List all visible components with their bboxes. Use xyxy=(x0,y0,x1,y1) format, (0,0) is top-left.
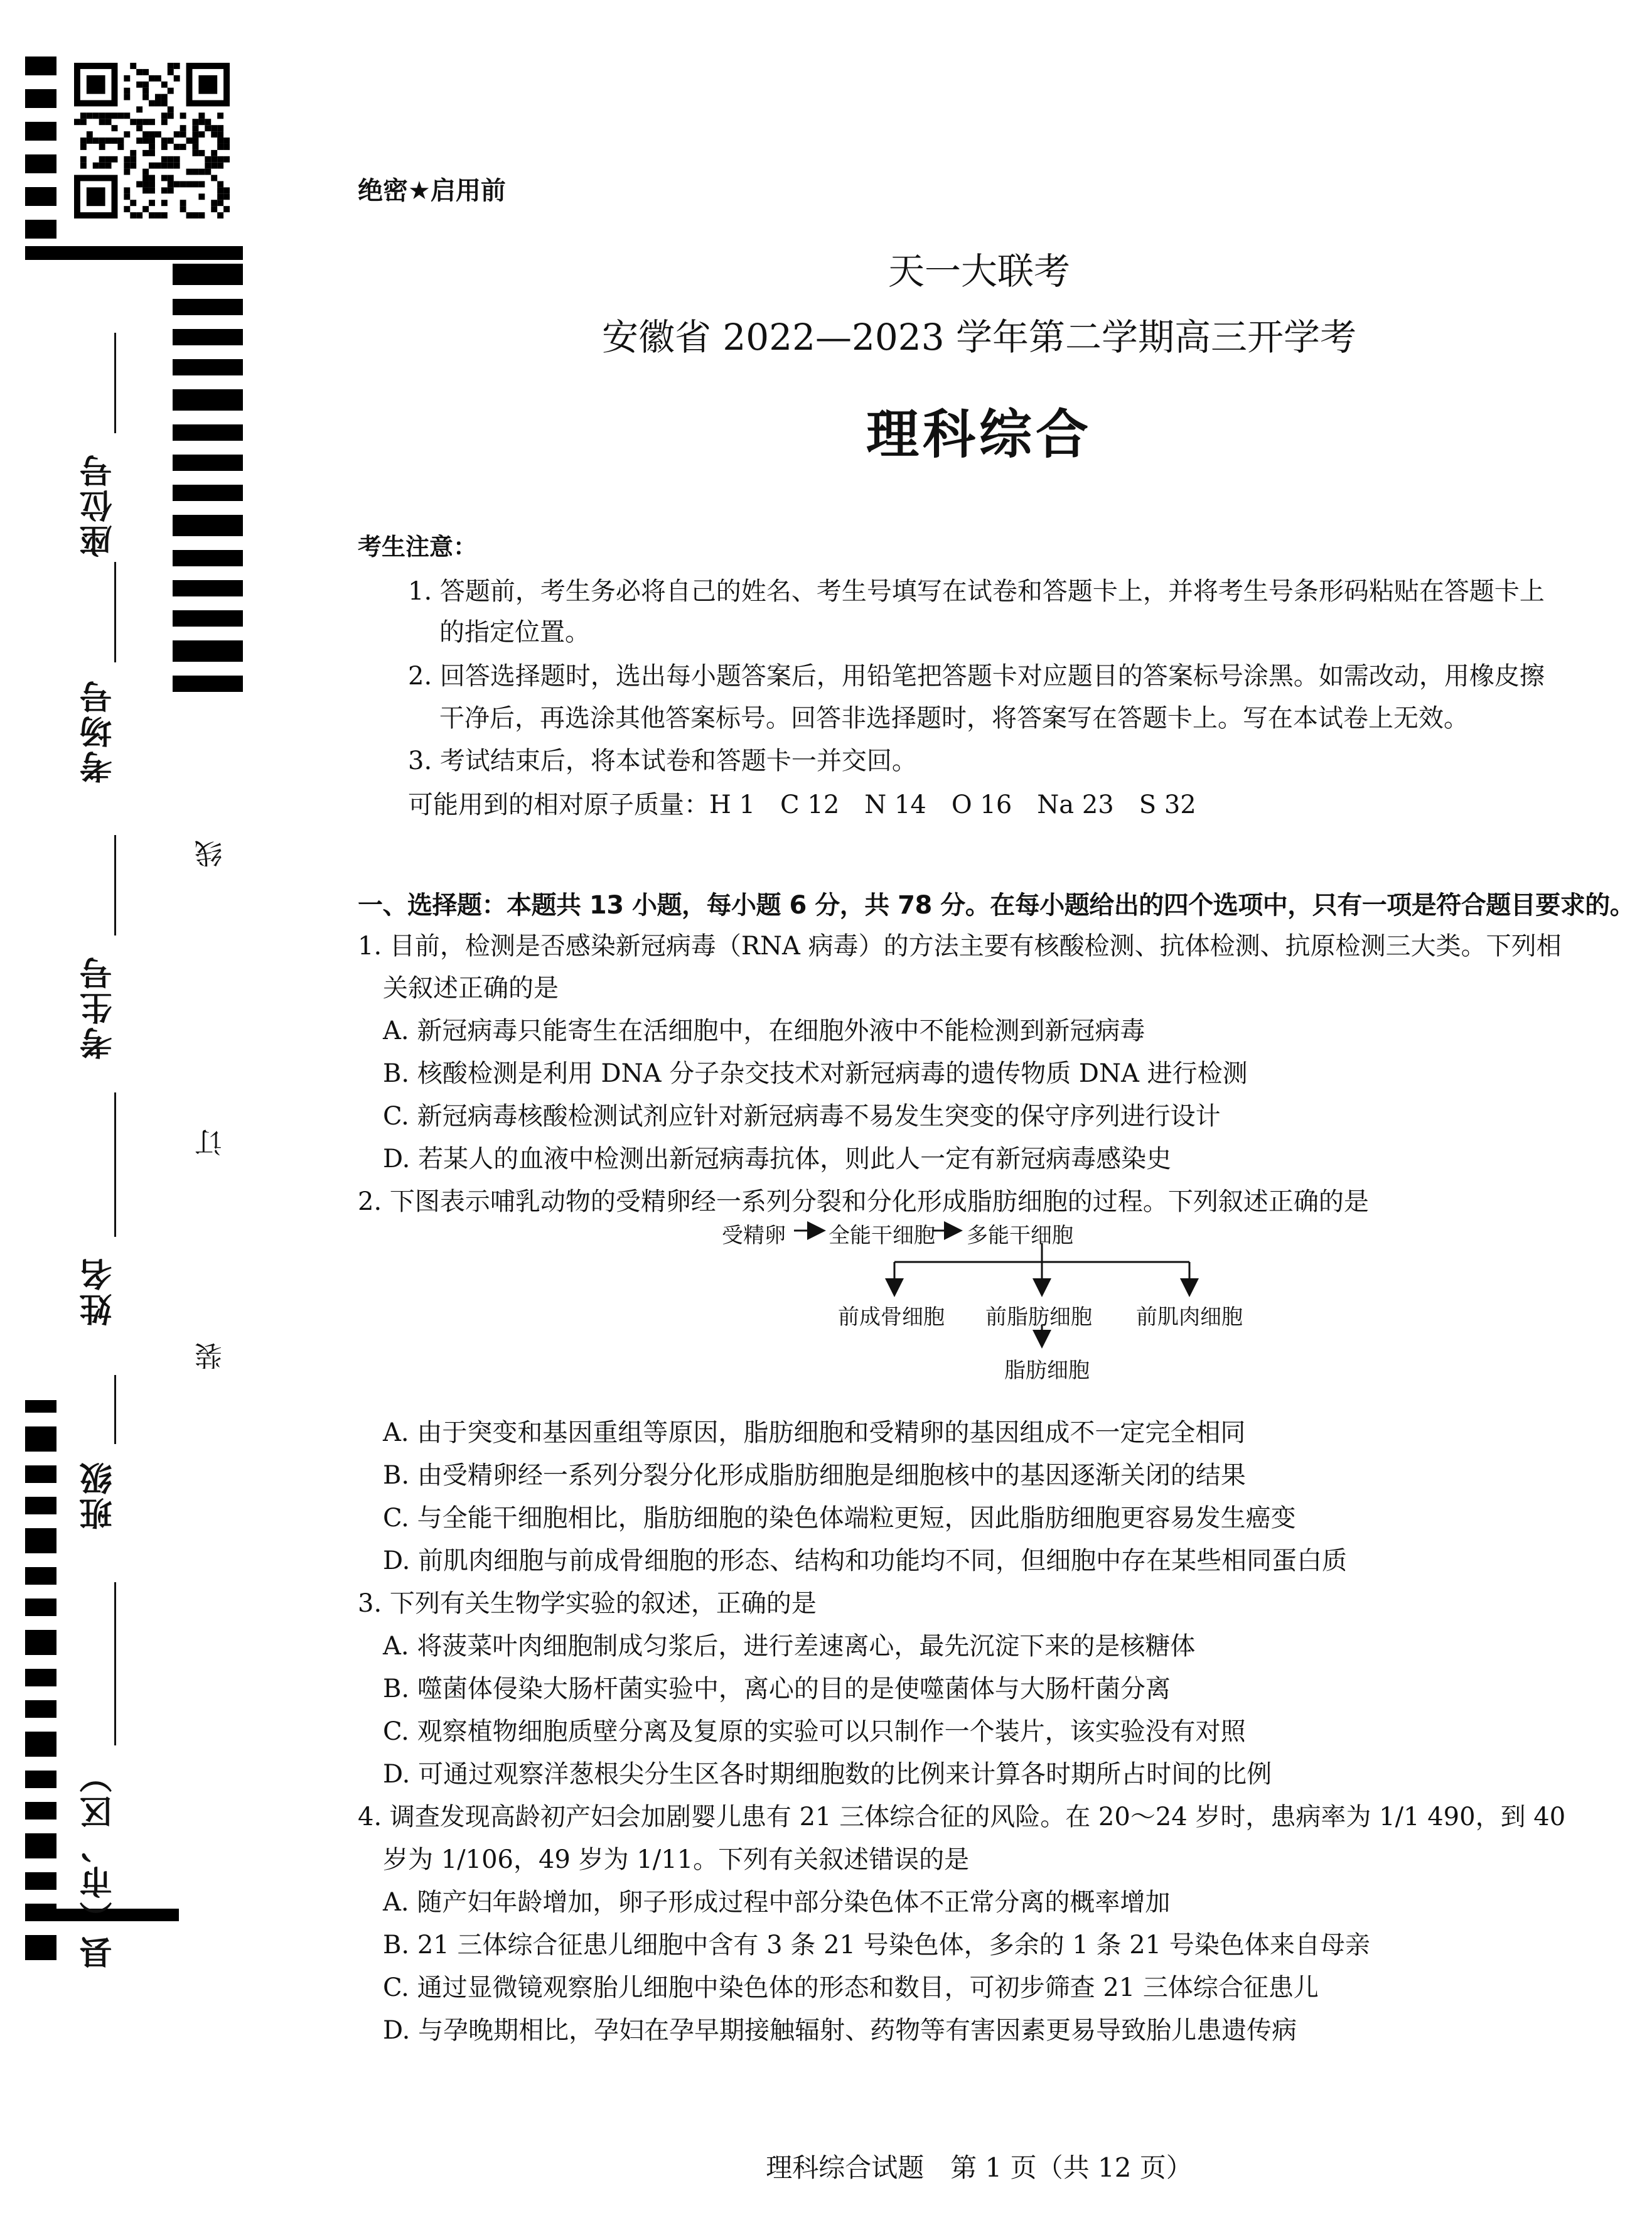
barcode-stripe xyxy=(25,1630,56,1655)
barcode-stripe xyxy=(25,1771,56,1788)
subject-title: 理科综合 xyxy=(866,404,1092,465)
option-b: B. 核酸检测是利用 DNA 分子杂交技术对新冠病毒的遗传物质 DNA 进行检测 xyxy=(383,1059,1248,1088)
node-pre-fat: 前脂肪细胞 xyxy=(985,1305,1092,1330)
barcode-stripe xyxy=(173,424,243,441)
cell-differentiation-diagram xyxy=(722,1180,1287,1388)
option-c: C. 观察植物细胞质壁分离及复原的实验可以只制作一个装片，该实验没有对照 xyxy=(383,1717,1246,1746)
node-pre-muscle: 前肌肉细胞 xyxy=(1136,1305,1243,1330)
barcode-stripe xyxy=(25,1669,56,1686)
barcode-stripe xyxy=(173,580,243,596)
node-multipotent: 多能干细胞 xyxy=(967,1223,1073,1248)
barcode-stripe xyxy=(173,299,243,315)
node-pre-bone: 前成骨细胞 xyxy=(838,1305,945,1330)
barcode-stripe xyxy=(25,1400,56,1413)
option-c: C. 新冠病毒核酸检测试剂应针对新冠病毒不易发生突变的保守序列进行设计 xyxy=(383,1102,1221,1131)
notice-line: 1. 答题前，考生务必将自己的姓名、考生号填写在试卷和答题卡上，并将考生号条形码粘贴在答题卡上 xyxy=(408,577,1545,606)
class-label: 班级 xyxy=(80,1460,118,1530)
option-b: B. 21 三体综合征患儿细胞中含有 3 条 21 号染色体，多余的 1 条 21 号染色体来自母亲 xyxy=(383,1931,1370,1960)
barcode-stripe xyxy=(25,1802,56,1820)
question-stem: 3. 下列有关生物学实验的叙述，正确的是 xyxy=(358,1589,817,1618)
county-line xyxy=(114,1582,116,1745)
option-a: A. 新冠病毒只能寄生在活细胞中，在细胞外液中不能检测到新冠病毒 xyxy=(383,1016,1145,1045)
binding-barcode-inner xyxy=(173,251,243,1946)
barcode-stripe xyxy=(25,1732,56,1757)
barcode-stripe xyxy=(173,485,243,501)
notice-heading: 考生注意： xyxy=(358,533,478,561)
notice-line: 干净后，再选涂其他答案标号。回答非选择题时，将答案写在答题卡上。写在本试卷上无效。 xyxy=(439,704,1469,733)
seat-number-label: 座位号 xyxy=(80,452,118,558)
exam-room-label: 考场号 xyxy=(80,678,118,784)
barcode-stripe xyxy=(25,1935,56,1960)
qr-code-icon xyxy=(74,63,230,218)
exam-union-title: 天一大联考 xyxy=(888,250,1070,293)
option-d: D. 与孕晚期相比，孕妇在孕早期接触辐射、药物等有害因素更易导致胎儿患遗传病 xyxy=(383,2016,1297,2045)
barcode-stripe xyxy=(25,1528,56,1553)
exam-title: 安徽省 2022—2023 学年第二学期高三开学考 xyxy=(601,316,1357,359)
option-b: B. 噬菌体侵染大肠杆菌实验中，离心的目的是使噬菌体与大肠杆菌分离 xyxy=(383,1674,1171,1703)
atomic-mass-line: 可能用到的相对原子质量：H 1 C 12 N 14 O 16 Na 23 S 32 xyxy=(408,790,1196,819)
barcode-stripe xyxy=(25,1599,56,1616)
barcode-stripe xyxy=(173,515,243,536)
barcode-stripe xyxy=(25,187,56,206)
option-c: C. 通过显微镜观察胎儿细胞中染色体的形态和数目，可初步筛查 21 三体综合征患儿 xyxy=(383,1973,1319,2002)
barcode-stripe xyxy=(173,640,243,662)
barcode-stripe xyxy=(25,220,56,239)
node-totipotent: 全能干细胞 xyxy=(829,1223,935,1248)
notice-line: 3. 考试结束后，将本试卷和答题卡一并交回。 xyxy=(408,747,917,775)
option-d: D. 若某人的血液中检测出新冠病毒抗体，则此人一定有新冠病毒感染史 xyxy=(383,1145,1172,1173)
option-c: C. 与全能干细胞相比，脂肪细胞的染色体端粒更短，因此脂肪细胞更容易发生癌变 xyxy=(383,1504,1296,1533)
option-d: D. 可通过观察洋葱根尖分生区各时期细胞数的比例来计算各时期所占时间的比例 xyxy=(383,1760,1272,1789)
section-heading: 一、选择题：本题共 13 小题，每小题 6 分，共 78 分。在每小题给出的四个选项中，只有一项是符合题目要求的。 xyxy=(358,891,1635,920)
class-line xyxy=(114,1375,116,1444)
option-a: A. 由于突变和基因重组等原因，脂肪细胞和受精卵的基因组成不一定完全相同 xyxy=(383,1418,1246,1447)
confidential-mark: 绝密★启用前 xyxy=(358,176,506,205)
barcode-stripe xyxy=(25,1872,56,1890)
barcode-stripe xyxy=(25,154,56,173)
barcode-stripe xyxy=(173,389,243,411)
node-fat: 脂肪细胞 xyxy=(1004,1358,1090,1383)
candidate-number-line xyxy=(114,835,116,935)
barcode-stripe xyxy=(25,1426,56,1452)
barcode-stripe xyxy=(173,550,243,566)
barcode-stripe xyxy=(25,1833,56,1858)
question-stem: 4. 调查发现高龄初产妇会加剧婴儿患有 21 三体综合征的风险。在 20～24 岁时，患病率为 1/1 490，到 40 xyxy=(358,1803,1566,1831)
barcode-stripe xyxy=(173,610,243,627)
option-b: B. 由受精卵经一系列分裂分化形成脂肪细胞是细胞核中的基因逐渐关闭的结果 xyxy=(383,1461,1246,1490)
cut-word-line: 线 xyxy=(191,835,232,873)
question-stem: 关叙述正确的是 xyxy=(383,974,559,1003)
question-stem: 岁为 1/106，49 岁为 1/11。下列有关叙述错误的是 xyxy=(383,1845,970,1874)
barcode-stripe xyxy=(25,1497,56,1514)
name-line xyxy=(114,1092,116,1237)
barcode-stripe xyxy=(25,57,56,75)
barcode-stripe xyxy=(25,1567,56,1585)
exam-room-line xyxy=(114,562,116,662)
notice-line: 2. 回答选择题时，选出每小题答案后，用铅笔把答题卡对应题目的答案标号涂黑。如需改动，用橡皮擦 xyxy=(408,662,1545,691)
barcode-stripe xyxy=(173,676,243,692)
binding-barcode-outer xyxy=(25,50,56,2185)
barcode-stripe xyxy=(173,359,243,375)
barcode-stripe xyxy=(25,89,56,108)
barcode-stripe xyxy=(173,329,243,345)
cut-word-pack: 装 xyxy=(191,1337,232,1375)
barcode-stripe xyxy=(25,1465,56,1483)
candidate-number-label: 考生号 xyxy=(80,954,118,1060)
question-stem: 1. 目前，检测是否感染新冠病毒（RNA 病毒）的方法主要有核酸检测、抗体检测、抗原检测三大类。下列相 xyxy=(358,932,1562,961)
cut-word-bind: 订 xyxy=(191,1124,232,1162)
notice-line: 的指定位置。 xyxy=(439,618,590,647)
option-a: A. 随产妇年龄增加，卵子形成过程中部分染色体不正常分离的概率增加 xyxy=(383,1888,1171,1917)
county-label: 县（市、区） xyxy=(80,1758,118,1969)
option-d: D. 前肌肉细胞与前成骨细胞的形态、结构和功能均不同，但细胞中存在某些相同蛋白质 xyxy=(383,1546,1348,1575)
barcode-stripe xyxy=(173,455,243,471)
page-footer: 理科综合试题 第 1 页（共 12 页） xyxy=(766,2152,1193,2183)
question-stem: 2. 下图表示哺乳动物的受精卵经一系列分裂和分化形成脂肪细胞的过程。下列叙述正确的是 xyxy=(358,1187,1369,1216)
barcode-stripe xyxy=(173,264,243,285)
name-label: 姓名 xyxy=(80,1256,118,1326)
node-zygote: 受精卵 xyxy=(722,1223,786,1248)
barcode-stripe xyxy=(25,122,56,141)
barcode-stripe xyxy=(25,1700,56,1718)
seat-number-line xyxy=(114,333,116,433)
option-a: A. 将菠菜叶肉细胞制成匀浆后，进行差速离心，最先沉淀下来的是核糖体 xyxy=(383,1632,1196,1661)
